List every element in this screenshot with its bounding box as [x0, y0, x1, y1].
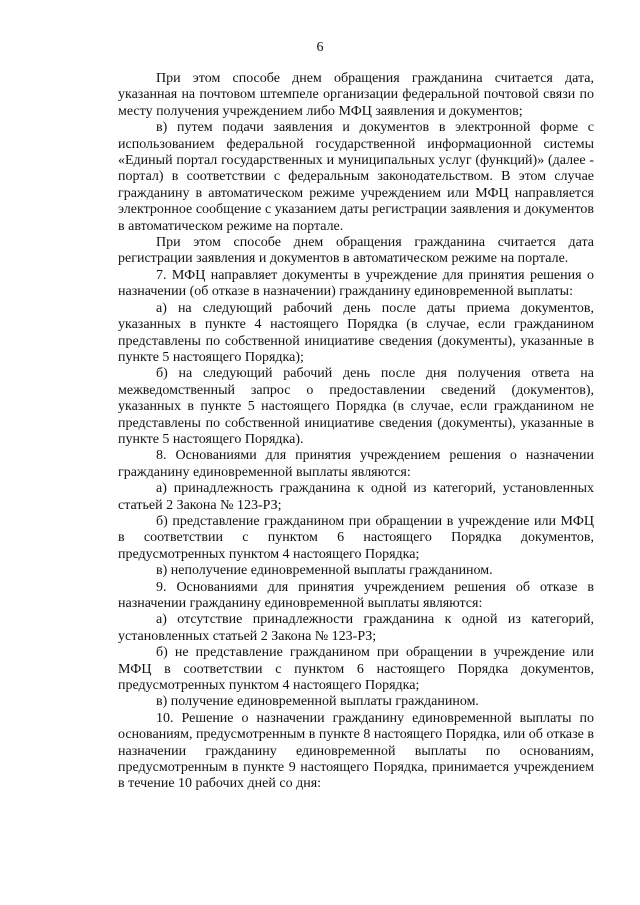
page-number: 6 [316, 40, 324, 55]
paragraph-clause-7: 7. МФЦ направляет документы в учреждение для принятия решения о назначении (об отказе в назначении) гражданину единовременной выплаты: [118, 267, 594, 300]
paragraph-clause-7a: а) на следующий рабочий день после даты приема документов, указанных в пункте 4 настоящего Порядка (в случае, если гражданином представлены по собственной инициативе сведения (документы), указанные в пункте 5 настоящего Порядка); [118, 300, 594, 365]
paragraph-portal-date: При этом способе днем обращения гражданина считается дата регистрации заявления и документов в автоматическом режиме на портале. [118, 235, 594, 267]
paragraph-postal-date: При этом способе днем обращения гражданина считается дата, указанная на почтовом штемпеле организации федеральной почтовой связи по месту получения учреждением либо МФЦ заявления и документов; [118, 71, 594, 119]
paragraph-clause-9a: а) отсутствие принадлежности гражданина к одной из категорий, установленных статьей 2 Закона № 123-РЗ; [118, 612, 594, 644]
paragraph-clause-8b: б) представление гражданином при обращении в учреждение или МФЦ в соответствии с пунктом 6 настоящего Порядка документов, предусмотренных пунктом 4 настоящего Порядка; [118, 513, 594, 562]
paragraph-clause-7b: б) на следующий рабочий день после дня получения ответа на межведомственный запрос о предоставлении сведений (документов), указанных в пункте 5 настоящего Порядка (в случае, если гражданином не представлены по собственной инициативе сведения (документы), указанные в пункте 5 настоящего Порядка). [118, 366, 594, 447]
paragraph-clause-10: 10. Решение о назначении гражданину единовременной выплаты по основаниям, предусмотренным в пункте 8 настоящего Порядка, или об отказе в назначении гражданину единовременной выплаты по основаниям, предусмотренным в пункте 9 настоящего Порядка, принимается учреждением в течение 10 рабочих дней со дня: [118, 710, 594, 792]
paragraph-clause-9b: б) не представление гражданином при обращении в учреждение или МФЦ в соответствии с пунктом 6 настоящего Порядка документов, предусмотренных пунктом 4 настоящего Порядка; [118, 645, 594, 694]
paragraph-clause-8: 8. Основаниями для принятия учреждением решения о назначении гражданину единовременной выплаты являются: [118, 448, 594, 480]
paragraph-clause-9c: в) получение единовременной выплаты гражданином. [156, 694, 479, 710]
paragraph-clause-9: 9. Основаниями для принятия учреждением решения об отказе в назначении гражданину единовременной выплаты являются: [118, 579, 594, 611]
paragraph-clause-8a: а) принадлежность гражданина к одной из категорий, установленных статьей 2 Закона № 123-РЗ; [118, 481, 594, 513]
paragraph-electronic-submission: в) путем подачи заявления и документов в электронной форме с использованием федеральной государственной информационной системы «Единый портал государственных и муниципальных услуг (функций)» (далее - портал) в соответствии с федеральным законодательством. В этом случае гражданину в автоматическом режиме учреждением или МФЦ направляется электронное сообщение с указанием даты регистрации заявления и документов в автоматическом режиме на портале. [118, 120, 594, 234]
paragraph-clause-8c: в) неполучение единовременной выплаты гражданином. [156, 563, 493, 579]
document-body [118, 71, 594, 793]
